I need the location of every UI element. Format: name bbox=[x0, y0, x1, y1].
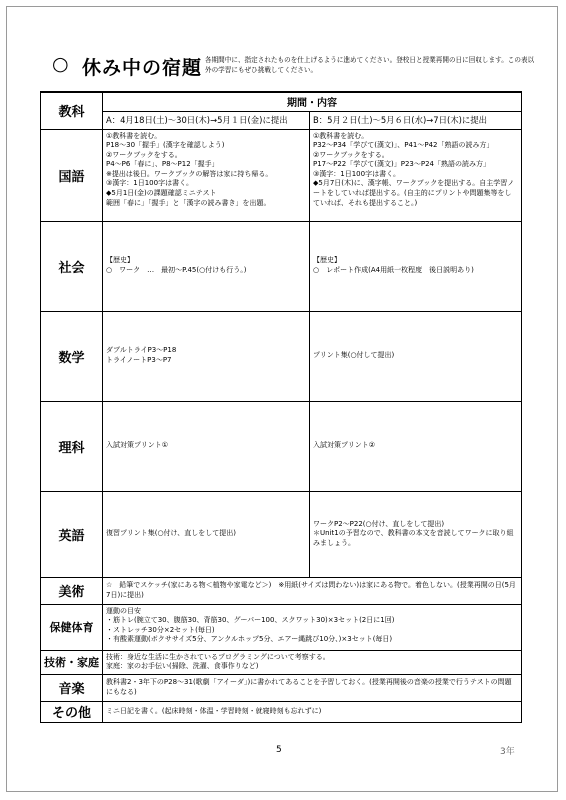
kokugo-period-b: ①教科書を読む。 P32～P34「学びて(漢文)」、P41～P42「熟語の読み方」 ②ワークブックをする。 P17～P22「学びて(漢文)」P23～P24「熟語の読み方」 ③漢字：1日100字は書く。 ◆5月7日(木)に、漢字帳、ワークブックを提出する。自主学習ノートをしていれば提出する。(自主的にプリントや問題集等をしていれば、それも提出すること。) bbox=[310, 129, 522, 221]
sugaku-period-a: ダブルトライP3～P18 トライノートP3～P7 bbox=[103, 311, 310, 401]
homework-table bbox=[40, 91, 522, 723]
table-row bbox=[41, 311, 522, 401]
period-header: 期間・内容 bbox=[103, 92, 522, 111]
subject-sonota: その他 bbox=[41, 701, 103, 722]
subject-hoken-taiiku: 保健体育 bbox=[41, 604, 103, 650]
table-row bbox=[41, 674, 522, 701]
subject-eigo: 英語 bbox=[41, 491, 103, 577]
eigo-period-a: 復習プリント集(○付け、直しをして提出) bbox=[103, 491, 310, 577]
subject-shakai: 社会 bbox=[41, 221, 103, 311]
subject-bijutsu: 美術 bbox=[41, 577, 103, 604]
title-row bbox=[48, 50, 535, 90]
grade-label: 3年 bbox=[500, 747, 515, 757]
subject-header: 教科 bbox=[41, 92, 103, 129]
table-row bbox=[41, 401, 522, 491]
sonota-content: ミニ日記を書く。(起床時刻・体温・学習時刻・就寝時刻も忘れずに) bbox=[103, 701, 522, 722]
rika-period-b: 入試対策プリント② bbox=[310, 401, 522, 491]
subject-sugaku: 数学 bbox=[41, 311, 103, 401]
table-row bbox=[41, 701, 522, 722]
bijutsu-content: ☆ 鉛筆でスケッチ(家にある物＜植物や家電など＞) ※用紙(サイズは問わない)は家にある物で。着色しない。(授業再開の日(5月7日)に提出) bbox=[103, 577, 522, 604]
table-row bbox=[41, 129, 522, 221]
subject-ongaku: 音楽 bbox=[41, 674, 103, 701]
shakai-period-b: 【歴史】 ○ レポート作成(A4用紙一枚程度 後日説明あり) bbox=[310, 221, 522, 311]
table-row bbox=[41, 577, 522, 604]
gijutsu-katei-content: 技術：身近な生活に生かされているプログラミングについて考察する。 家庭：家のお手伝い(掃除、洗濯、食事作りなど) bbox=[103, 650, 522, 674]
title-note: 各期間中に、指定されたものを仕上げるように進めてください。登校日と授業再開の日に回収します。この表以外の学習にもぜひ挑戦してください。 bbox=[205, 56, 535, 74]
period-a-header: A：4月18日(土)～30日(木)→5月１日(金)に提出 bbox=[103, 111, 310, 129]
table-row bbox=[41, 491, 522, 577]
kokugo-period-a: ①教科書を読む。 P18～30「握手」(漢字を確認しよう) ②ワークブックをする。 P4～P6「春に」、P8～P12「握手」 ※提出は後日。ワークブックの解答は家に持ち帰る。 ③漢字：1日100字は書く。 ◆5月1日(金)の課題確認ミニテスト 範囲「春に」「握手」と「漢字の読み書き」を出題。 bbox=[103, 129, 310, 221]
rika-period-a: 入試対策プリント① bbox=[103, 401, 310, 491]
table-row bbox=[41, 650, 522, 674]
page-number: 5 bbox=[276, 745, 282, 755]
hoken-taiiku-content: 運動の目安 ・筋トレ(腕立て30、腹筋30、背筋30、グーパー100、スクワット30)×3セット(2日に1回) ・ストレッチ30分×2セット(毎日) ・有酸素運動(ボクササイズ5分、アンクルホップ5分、エアー縄跳び10分、)×3セット(毎日) bbox=[103, 604, 522, 650]
table-row bbox=[41, 221, 522, 311]
subject-rika: 理科 bbox=[41, 401, 103, 491]
subject-gijutsu-katei: 技術・家庭 bbox=[41, 650, 103, 674]
ongaku-content: 教科書2・3年下のP28～31(歌劇「アイーダ」)に書かれてあることを予習しておく。(授業再開後の音楽の授業で行うテストの問題にもなる) bbox=[103, 674, 522, 701]
period-b-header: B：5月２日(土)～5月６日(水)→7日(木)に提出 bbox=[310, 111, 522, 129]
table-row bbox=[41, 604, 522, 650]
page-title: 休み中の宿題 bbox=[82, 57, 203, 79]
subject-kokugo: 国語 bbox=[41, 129, 103, 221]
shakai-period-a: 【歴史】 ○ ワーク … 最初～P.45(○付けも行う。) bbox=[103, 221, 310, 311]
eigo-period-b: ワークP2～P22(○付け、直しをして提出) ＊Unit1の予習なので、教科書の本文を音読してワークに取り組みましょう。 bbox=[310, 491, 522, 577]
sugaku-period-b: プリント集(○付して提出) bbox=[310, 311, 522, 401]
title-circle-mark: ○ bbox=[52, 53, 69, 75]
